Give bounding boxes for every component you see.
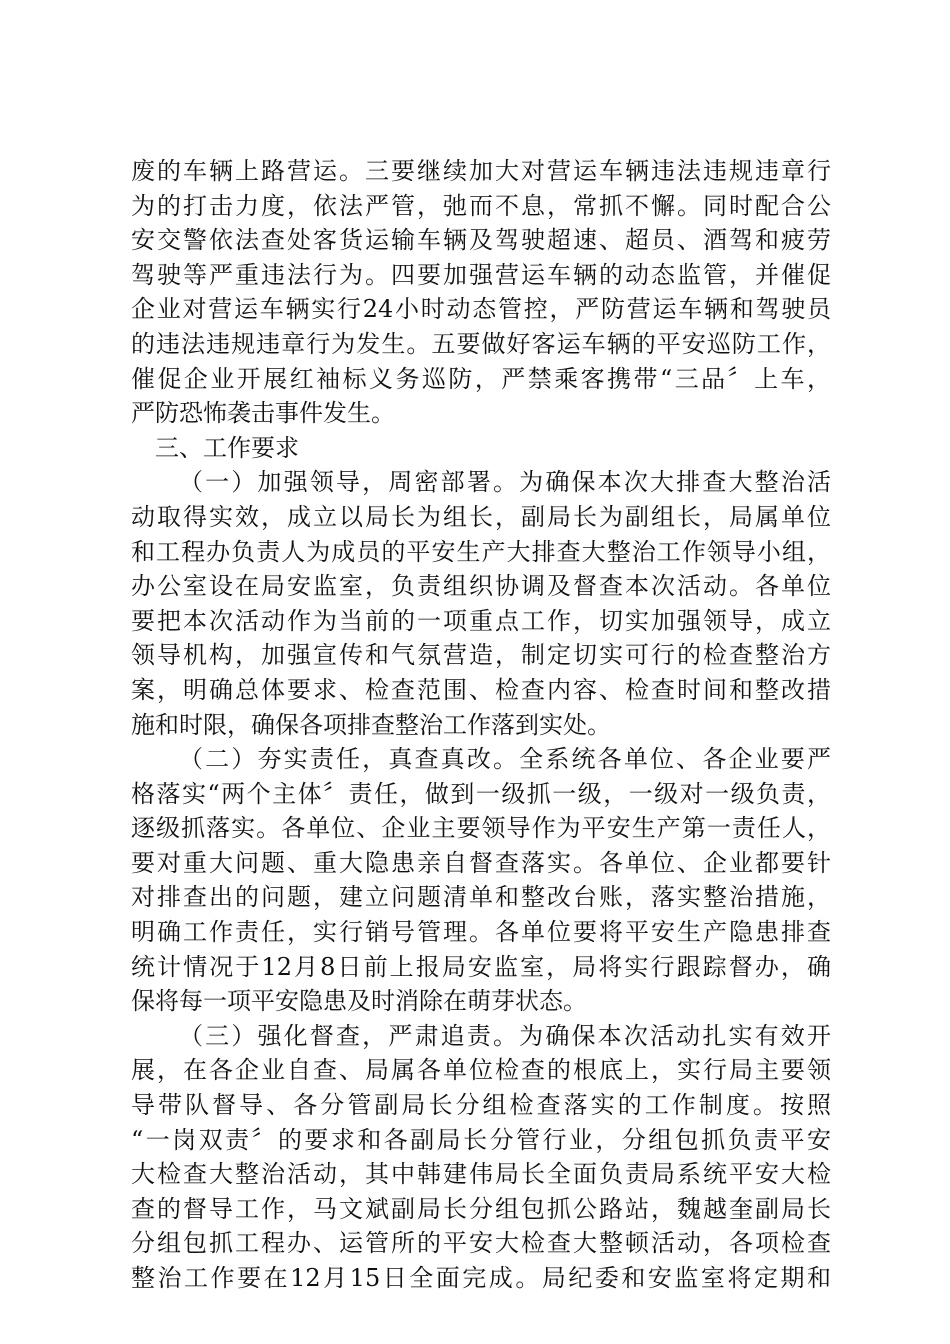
text-line: 大检查大整治活动，其中韩建伟局长全面负责局系统平安大检	[131, 1160, 831, 1189]
text-line: 要对重大问题、重大隐患亲自督查落实。各单位、企业都要针	[131, 848, 831, 877]
paragraph-p3	[131, 465, 831, 742]
paragraph-p5	[131, 1019, 831, 1296]
text-line: 导带队督导、各分管副局长分组检查落实的工作制度。按照	[131, 1091, 831, 1120]
text-line: 和工程办负责人为成员的平安生产大排查大整治工作领导小组，	[131, 537, 831, 566]
text-line: 对排查出的问题，建立问题清单和整改台账，落实整治措施，	[131, 883, 831, 912]
text-line: 格落实“两个主体〞责任，做到一级抓一级，一级对一级负责，	[131, 779, 831, 808]
document-content	[131, 154, 831, 1296]
text-line: 废的车辆上路营运。三要继续加大对营运车辆违法违规违章行	[131, 157, 831, 185]
paragraph-p4	[131, 742, 831, 1019]
text-line: 查的督导工作，马文斌副局长分组包抓公路站，魏越奎副局长	[131, 1194, 831, 1223]
text-line: 三、工作要求	[155, 433, 299, 462]
text-line: 严防恐怖袭击事件发生。	[131, 399, 395, 428]
text-line: 统计情况于12月8日前上报局安监室，局将实行跟踪督办，确	[131, 952, 831, 981]
text-line: 办公室设在局安监室，负责组织协调及督查本次活动。各单位	[131, 572, 831, 601]
document-body	[131, 154, 831, 1296]
text-line: （二）夯实责任，真查真改。全系统各单位、各企业要严	[179, 745, 831, 774]
text-line: 领导机构，加强宣传和气氛营造，制定切实可行的检查整治方	[131, 641, 831, 670]
text-line: 保将每一项平安隐患及时消除在萌芽状态。	[131, 987, 587, 1016]
text-line: 施和时限，确保各项排查整治工作落到实处。	[131, 710, 611, 739]
text-line: 逐级抓落实。各单位、企业主要领导作为平安生产第一责任人，	[131, 814, 831, 843]
text-line: “一岗双责〞的要求和各副局长分管行业，分组包抓负责平安	[131, 1125, 831, 1154]
text-line: 明确工作责任，实行销号管理。各单位要将平安生产隐患排查	[131, 918, 831, 947]
text-line: 动取得实效，成立以局长为组长，副局长为副组长，局属单位	[131, 502, 831, 531]
text-line: 催促企业开展红袖标义务巡防，严禁乘客携带“三品〞上车，	[131, 364, 831, 393]
paragraph-p1	[131, 154, 831, 431]
text-line: 安交警依法查处客货运输车辆及驾驶超速、超员、酒驾和疲劳	[131, 226, 831, 255]
paragraph-p2	[131, 431, 831, 466]
text-line: 的违法违规违章行为发生。五要做好客运车辆的平安巡防工作，	[131, 329, 831, 358]
text-line: 分组包抓工程办、运管所的平安大检查大整顿活动，各项检查	[131, 1229, 831, 1258]
text-line: 整治工作要在12月15日全面完成。局纪委和安监室将定期和	[131, 1264, 831, 1292]
text-line: （一）加强领导，周密部署。为确保本次大排查大整治活	[179, 468, 831, 497]
text-line: 企业对营运车辆实行24小时动态管控，严防营运车辆和驾驶员	[131, 295, 831, 324]
text-line: 驾驶等严重违法行为。四要加强营运车辆的动态监管，并催促	[131, 260, 831, 289]
text-line: （三）强化督查，严肃追责。为确保本次活动扎实有效开	[179, 1021, 831, 1050]
text-line: 展，在各企业自查、局属各单位检查的根底上，实行局主要领	[131, 1056, 831, 1085]
text-line: 案，明确总体要求、检查范围、检查内容、检查时间和整改措	[131, 675, 831, 704]
text-line: 要把本次活动作为当前的一项重点工作，切实加强领导，成立	[131, 606, 831, 635]
text-line: 为的打击力度，依法严管，弛而不息，常抓不懈。同时配合公	[131, 191, 831, 220]
